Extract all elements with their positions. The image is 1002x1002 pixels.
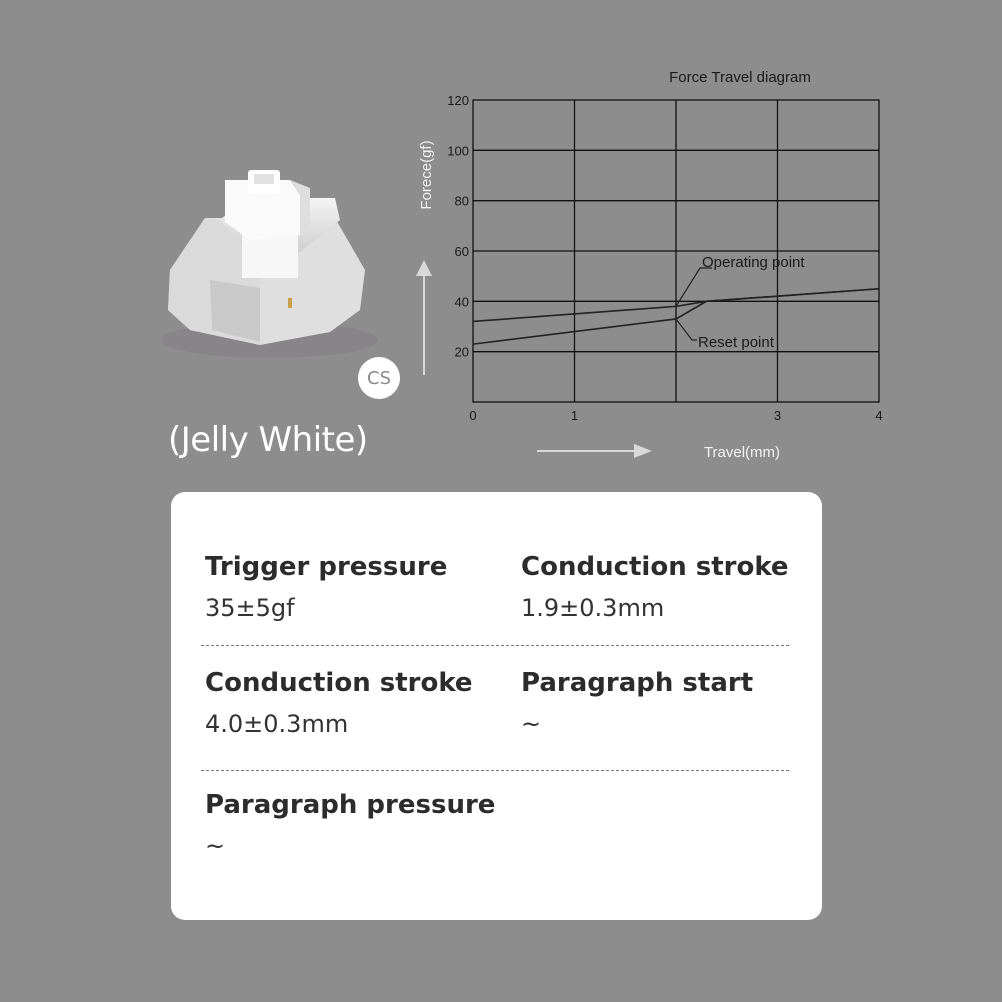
y-tick-label: 20 bbox=[454, 344, 469, 360]
spec-title: Trigger pressure bbox=[205, 552, 448, 582]
x-tick-label: 0 bbox=[469, 408, 477, 423]
up-arrow-icon bbox=[416, 260, 432, 375]
y-tick-label: 60 bbox=[454, 244, 469, 259]
chart-annotations bbox=[676, 254, 805, 397]
spec-conduction-stroke-2 bbox=[205, 668, 473, 738]
spec-title: Conduction stroke bbox=[205, 668, 473, 698]
annotation-label: Reset point bbox=[698, 334, 774, 351]
spec-value: 4.0±0.3mm bbox=[205, 710, 349, 738]
spec-paragraph-start bbox=[521, 668, 753, 738]
annotation-leader bbox=[676, 319, 697, 340]
spec-title: Paragraph pressure bbox=[205, 790, 496, 820]
y-tick-label: 120 bbox=[447, 93, 469, 108]
x-axis-label: Travel(mm) bbox=[703, 444, 781, 461]
spec-conduction-stroke-1 bbox=[521, 552, 789, 622]
divider bbox=[201, 645, 789, 646]
y-axis-label: Forece(gf) bbox=[418, 140, 435, 210]
spec-value: 1.9±0.3mm bbox=[521, 594, 665, 622]
spec-title: Paragraph start bbox=[521, 668, 754, 698]
divider bbox=[201, 770, 789, 771]
x-tick-label: 4 bbox=[875, 408, 883, 423]
chart-title: Force Travel diagram bbox=[669, 69, 811, 86]
y-tick-label: 80 bbox=[454, 193, 469, 209]
product-name: (Jelly White) bbox=[168, 420, 368, 460]
x-tick-labels bbox=[469, 408, 882, 423]
force-travel-chart bbox=[0, 0, 1002, 480]
spec-value: ~ bbox=[521, 710, 542, 738]
y-tick-labels bbox=[447, 93, 469, 360]
spec-paragraph-pressure bbox=[205, 790, 495, 860]
spec-trigger-pressure bbox=[205, 552, 447, 622]
spec-value: 35±5gf bbox=[205, 594, 295, 622]
spec-title: Conduction stroke bbox=[521, 552, 789, 582]
spec-value: ~ bbox=[205, 832, 226, 860]
x-tick-label: 1 bbox=[570, 408, 579, 423]
cs-badge: CS bbox=[358, 357, 400, 399]
right-arrow-icon bbox=[537, 444, 652, 458]
y-tick-label: 40 bbox=[454, 294, 469, 310]
y-tick-label: 100 bbox=[447, 143, 469, 159]
annotation-label: Operating point bbox=[702, 254, 805, 271]
spec-card bbox=[171, 492, 822, 920]
x-tick-label: 3 bbox=[773, 408, 782, 423]
